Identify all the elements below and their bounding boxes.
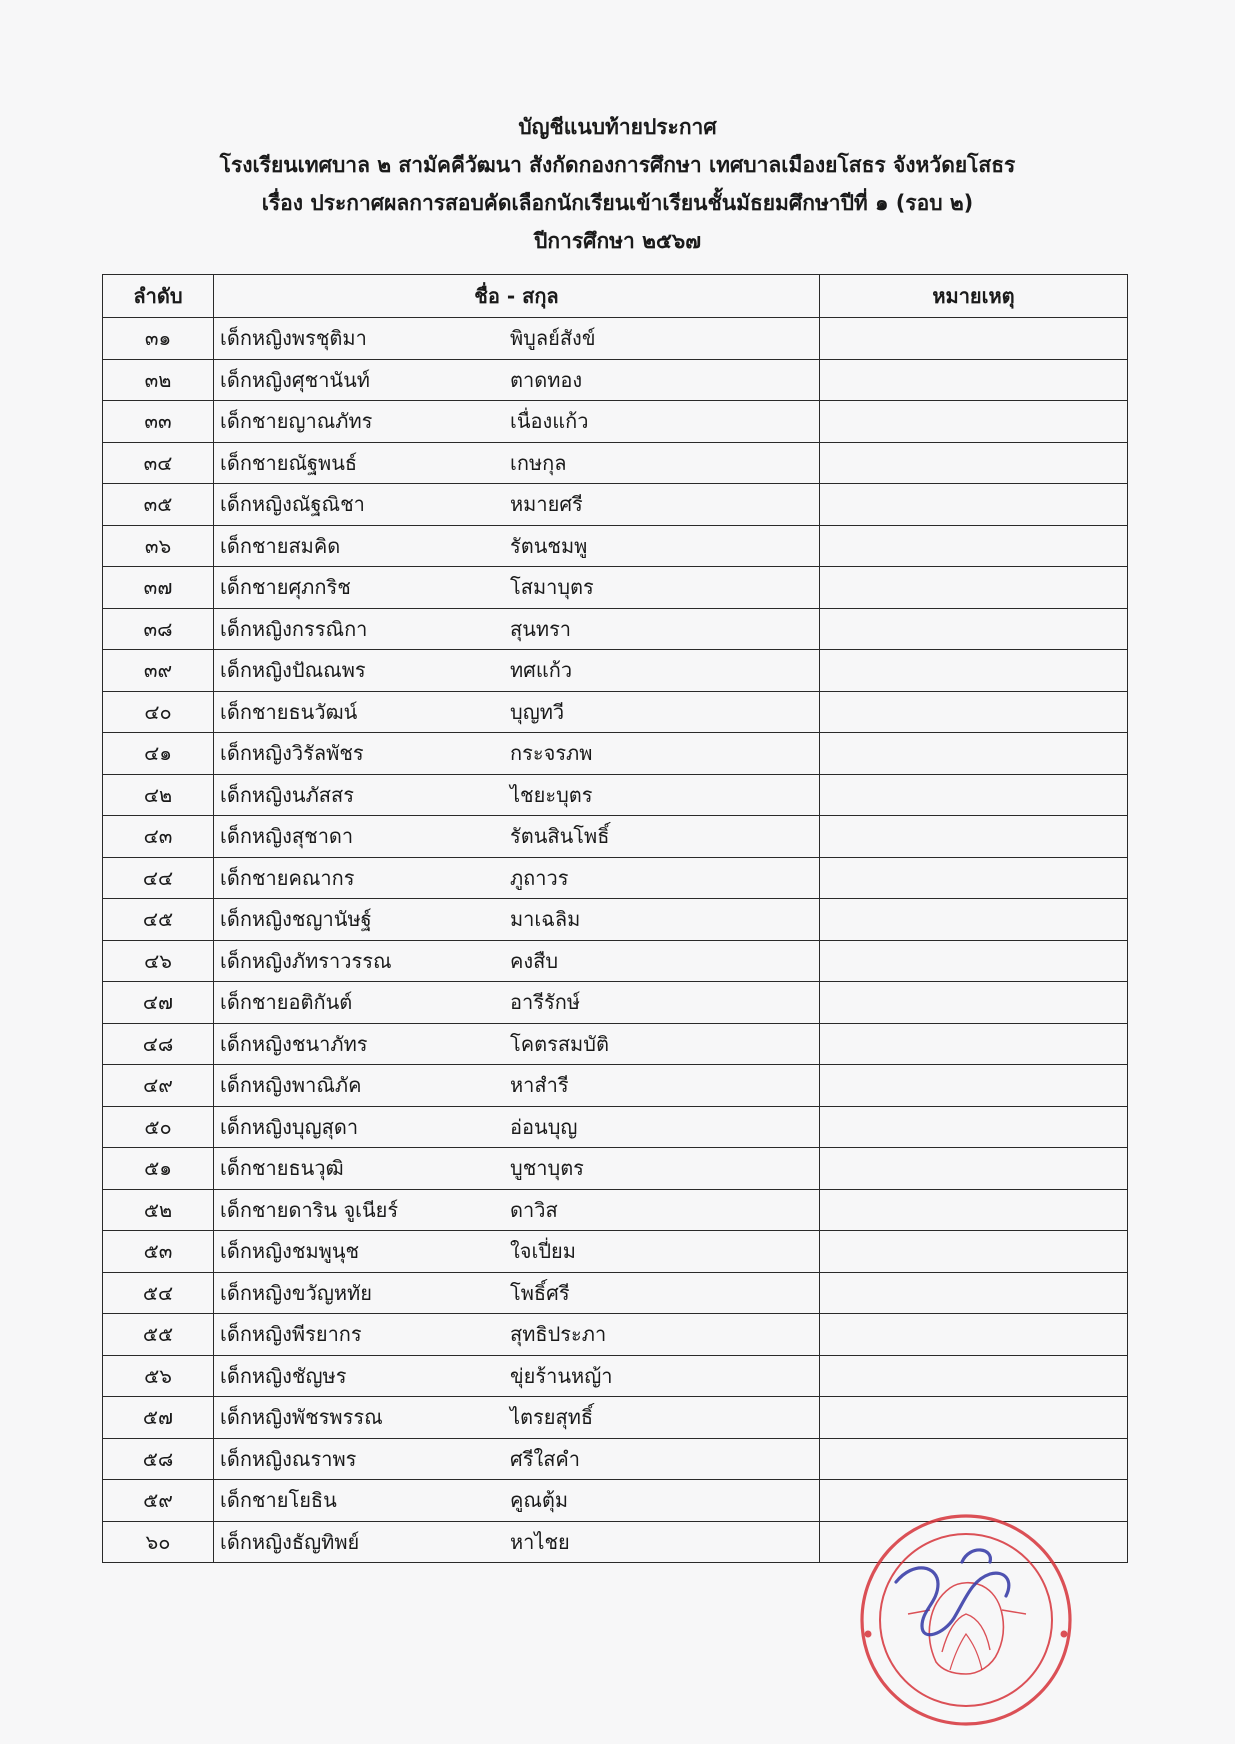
student-roster-table <box>102 274 1128 1563</box>
seal-inner-ring <box>880 1534 1052 1706</box>
row-number: ๔๗ <box>103 982 214 1024</box>
seal-emblem-figure <box>950 1634 982 1670</box>
row-number: ๔๔ <box>103 857 214 899</box>
student-first-name: เด็กหญิงนภัสสร <box>220 782 354 807</box>
student-first-name: เด็กชายณัฐพนธ์ <box>220 450 358 475</box>
student-last-name: ภูถาวร <box>510 865 569 890</box>
remark-cell <box>820 318 1128 360</box>
row-number: ๔๘ <box>103 1023 214 1065</box>
student-name-cell <box>214 1314 820 1356</box>
table-row <box>103 608 1128 650</box>
table-row <box>103 1355 1128 1397</box>
student-name-cell <box>214 857 820 899</box>
student-last-name: ทศแก้ว <box>510 658 573 683</box>
student-name-cell <box>214 1065 820 1107</box>
remark-cell <box>820 1272 1128 1314</box>
header-school: โรงเรียนเทศบาล ๒ สามัคคีวัฒนา สังกัดกองการศึกษา เทศบาลเมืองยโสธร จังหวัดยโสธร <box>219 153 1016 177</box>
student-name-cell <box>214 1148 820 1190</box>
row-number: ๕๗ <box>103 1397 214 1439</box>
student-name-cell <box>214 525 820 567</box>
table-row <box>103 1314 1128 1356</box>
row-number: ๕๑ <box>103 1148 214 1190</box>
row-number: ๓๑ <box>103 318 214 360</box>
student-first-name: เด็กหญิงณราพร <box>220 1446 357 1471</box>
row-number: ๓๒ <box>103 359 214 401</box>
student-name-cell <box>214 1480 820 1522</box>
student-first-name: เด็กหญิงพัชรพรรณ <box>220 1405 383 1430</box>
student-first-name: เด็กชายโยธิน <box>220 1488 337 1513</box>
seal-star-right <box>1061 1631 1068 1638</box>
table-row <box>103 774 1128 816</box>
remark-cell <box>820 442 1128 484</box>
student-name-cell <box>214 608 820 650</box>
table-row <box>103 857 1128 899</box>
row-number: ๖๐ <box>103 1521 214 1563</box>
column-header-number: ลำดับ <box>103 275 214 318</box>
row-number: ๓๘ <box>103 608 214 650</box>
remark-cell <box>820 774 1128 816</box>
row-number: ๕๔ <box>103 1272 214 1314</box>
student-last-name: อารีรักษ์ <box>510 990 581 1015</box>
remark-cell <box>820 1023 1128 1065</box>
student-first-name: เด็กชายคณากร <box>220 865 355 890</box>
remark-cell <box>820 691 1128 733</box>
student-last-name: บูชาบุตร <box>510 1156 584 1181</box>
remark-cell <box>820 1148 1128 1190</box>
table-row <box>103 1438 1128 1480</box>
student-name-cell <box>214 401 820 443</box>
student-first-name: เด็กหญิงขวัญหทัย <box>220 1280 372 1305</box>
row-number: ๓๔ <box>103 442 214 484</box>
student-name-cell <box>214 1438 820 1480</box>
remark-cell <box>820 857 1128 899</box>
remark-cell <box>820 1231 1128 1273</box>
student-last-name: กระจรภพ <box>510 741 593 766</box>
remark-cell <box>820 940 1128 982</box>
remark-cell <box>820 816 1128 858</box>
table-row <box>103 318 1128 360</box>
student-first-name: เด็กหญิงปัณณพร <box>220 658 366 683</box>
row-number: ๔๐ <box>103 691 214 733</box>
student-first-name: เด็กชายธนวุฒิ <box>220 1156 344 1181</box>
student-first-name: เด็กหญิงชมพูนุช <box>220 1239 360 1264</box>
row-number: ๕๖ <box>103 1355 214 1397</box>
row-number: ๔๓ <box>103 816 214 858</box>
seal-outer-ring <box>862 1516 1070 1724</box>
student-last-name: หาสำรี <box>510 1073 569 1098</box>
student-name-cell <box>214 442 820 484</box>
student-first-name: เด็กหญิงศุชานันท์ <box>220 367 370 392</box>
student-name-cell <box>214 650 820 692</box>
remark-cell <box>820 484 1128 526</box>
student-last-name: บุญทวี <box>510 699 565 724</box>
remark-cell <box>820 1355 1128 1397</box>
student-last-name: อ่อนบุญ <box>510 1114 578 1139</box>
student-last-name: ใจเปี่ยม <box>510 1239 576 1264</box>
document-header <box>0 108 1235 260</box>
student-last-name: ไชยะบุตร <box>510 782 593 807</box>
student-last-name: ดาวิส <box>510 1197 558 1222</box>
student-last-name: สุนทรา <box>510 616 572 641</box>
student-first-name: เด็กชายสมคิด <box>220 533 341 558</box>
table-row <box>103 359 1128 401</box>
remark-cell <box>820 650 1128 692</box>
student-first-name: เด็กชายอติกันต์ <box>220 990 353 1015</box>
table-row <box>103 816 1128 858</box>
student-name-cell <box>214 774 820 816</box>
remark-cell <box>820 899 1128 941</box>
row-number: ๔๒ <box>103 774 214 816</box>
remark-cell <box>820 359 1128 401</box>
table-row <box>103 525 1128 567</box>
student-name-cell <box>214 1106 820 1148</box>
student-name-cell <box>214 899 820 941</box>
remark-cell <box>820 1065 1128 1107</box>
table-row <box>103 567 1128 609</box>
student-last-name: มาเฉลิม <box>510 907 581 932</box>
table-row <box>103 940 1128 982</box>
student-first-name: เด็กหญิงณัฐณิชา <box>220 492 365 517</box>
student-last-name: ขุ่ยร้านหญ้า <box>510 1363 613 1388</box>
student-last-name: โสมาบุตร <box>510 575 594 600</box>
student-first-name: เด็กชายญาณภัทร <box>220 409 373 434</box>
remark-cell <box>820 567 1128 609</box>
student-first-name: เด็กหญิงชัญษร <box>220 1363 347 1388</box>
school-seal-stamp <box>838 1502 1098 1732</box>
student-first-name: เด็กหญิงพีรยากร <box>220 1322 362 1347</box>
row-number: ๔๕ <box>103 899 214 941</box>
row-number: ๔๑ <box>103 733 214 775</box>
remark-cell <box>820 1438 1128 1480</box>
student-first-name: เด็กหญิงพรชุติมา <box>220 326 367 351</box>
table-row <box>103 401 1128 443</box>
table-row <box>103 1106 1128 1148</box>
remark-cell <box>820 1397 1128 1439</box>
table-row <box>103 982 1128 1024</box>
row-number: ๓๕ <box>103 484 214 526</box>
student-last-name: หาไชย <box>510 1529 570 1554</box>
row-number: ๕๘ <box>103 1438 214 1480</box>
remark-cell <box>820 1189 1128 1231</box>
student-name-cell <box>214 1521 820 1563</box>
table-row <box>103 1397 1128 1439</box>
table-row <box>103 691 1128 733</box>
table-row <box>103 484 1128 526</box>
student-last-name: รัตนชมพู <box>510 533 588 558</box>
remark-cell <box>820 982 1128 1024</box>
column-header-name: ชื่อ - สกุล <box>214 275 820 318</box>
table-body <box>103 318 1128 1563</box>
table-row <box>103 1148 1128 1190</box>
student-last-name: สุทธิประภา <box>510 1322 607 1347</box>
row-number: ๔๙ <box>103 1065 214 1107</box>
student-name-cell <box>214 1023 820 1065</box>
student-last-name: พิบูลย์สังข์ <box>510 326 596 351</box>
header-subject: เรื่อง ประกาศผลการสอบคัดเลือกนักเรียนเข้าเรียนชั้นมัธยมศึกษาปีที่ ๑ (รอบ ๒) <box>261 191 974 215</box>
student-name-cell <box>214 567 820 609</box>
table-row <box>103 1023 1128 1065</box>
table-row <box>103 1231 1128 1273</box>
table-row <box>103 1189 1128 1231</box>
header-academic-year: ปีการศึกษา ๒๕๖๗ <box>534 229 701 253</box>
student-name-cell <box>214 733 820 775</box>
student-last-name: หมายศรี <box>510 492 583 517</box>
student-first-name: เด็กหญิงกรรณิกา <box>220 616 368 641</box>
student-first-name: เด็กหญิงชนาภัทร <box>220 1031 368 1056</box>
student-name-cell <box>214 1397 820 1439</box>
remark-cell <box>820 401 1128 443</box>
student-first-name: เด็กชายธนวัฒน์ <box>220 699 358 724</box>
table-row <box>103 650 1128 692</box>
row-number: ๕๙ <box>103 1480 214 1522</box>
table-header-row <box>103 275 1128 318</box>
student-first-name: เด็กหญิงพาณิภัค <box>220 1073 362 1098</box>
row-number: ๕๒ <box>103 1189 214 1231</box>
student-name-cell <box>214 318 820 360</box>
table-row <box>103 1272 1128 1314</box>
student-last-name: ตาดทอง <box>510 367 583 392</box>
student-name-cell <box>214 982 820 1024</box>
table-row <box>103 1065 1128 1107</box>
student-last-name: คงสืบ <box>510 948 559 973</box>
remark-cell <box>820 608 1128 650</box>
student-last-name: ไตรยสุทธิ์ <box>510 1405 594 1430</box>
student-name-cell <box>214 1189 820 1231</box>
table-row <box>103 442 1128 484</box>
column-header-remark: หมายเหตุ <box>820 275 1128 318</box>
remark-cell <box>820 1314 1128 1356</box>
table-row <box>103 733 1128 775</box>
remark-cell <box>820 733 1128 775</box>
student-name-cell <box>214 691 820 733</box>
row-number: ๔๖ <box>103 940 214 982</box>
row-number: ๕๕ <box>103 1314 214 1356</box>
row-number: ๓๖ <box>103 525 214 567</box>
student-first-name: เด็กหญิงภัทราวรรณ <box>220 948 392 973</box>
student-name-cell <box>214 1355 820 1397</box>
row-number: ๕๓ <box>103 1231 214 1273</box>
student-last-name: คูณตุ้ม <box>510 1488 569 1513</box>
table-row <box>103 899 1128 941</box>
student-name-cell <box>214 359 820 401</box>
student-last-name: รัตนสินโพธิ์ <box>510 824 610 849</box>
row-number: ๓๗ <box>103 567 214 609</box>
student-last-name: เกษกุล <box>510 450 567 475</box>
header-title: บัญชีแนบท้ายประกาศ <box>518 115 717 139</box>
student-name-cell <box>214 484 820 526</box>
student-last-name: เนื่องแก้ว <box>510 409 589 434</box>
seal-star-left <box>865 1631 872 1638</box>
row-number: ๕๐ <box>103 1106 214 1148</box>
student-name-cell <box>214 1272 820 1314</box>
student-first-name: เด็กหญิงสุชาดา <box>220 824 354 849</box>
student-first-name: เด็กหญิงบุญสุดา <box>220 1114 359 1139</box>
student-last-name: โพธิ์ศรี <box>510 1280 570 1305</box>
remark-cell <box>820 1106 1128 1148</box>
student-first-name: เด็กหญิงชญานัษฐ์ <box>220 907 372 932</box>
student-last-name: ศรีใสคำ <box>510 1446 581 1471</box>
row-number: ๓๙ <box>103 650 214 692</box>
student-first-name: เด็กชายดาริน จูเนียร์ <box>220 1197 399 1222</box>
student-name-cell <box>214 816 820 858</box>
row-number: ๓๓ <box>103 401 214 443</box>
student-last-name: โคตรสมบัติ <box>510 1031 609 1056</box>
remark-cell <box>820 525 1128 567</box>
student-first-name: เด็กหญิงวิรัลพัชร <box>220 741 364 766</box>
student-name-cell <box>214 940 820 982</box>
student-first-name: เด็กชายศุภกริช <box>220 575 351 600</box>
student-first-name: เด็กหญิงธัญทิพย์ <box>220 1529 360 1554</box>
student-name-cell <box>214 1231 820 1273</box>
